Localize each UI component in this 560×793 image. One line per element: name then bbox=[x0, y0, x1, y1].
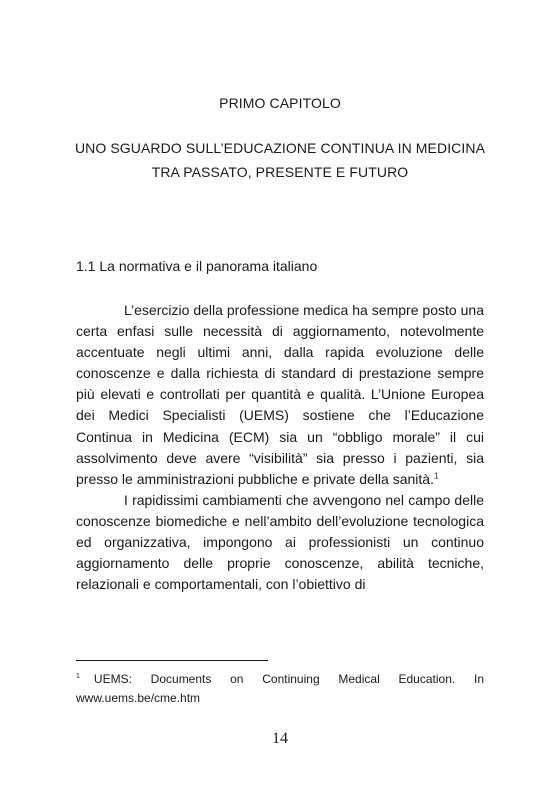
chapter-title-line-2: TRA PASSATO, PRESENTE E FUTURO bbox=[151, 164, 409, 180]
footnote-reference: 1 bbox=[433, 471, 439, 481]
body-text bbox=[76, 300, 484, 595]
footnote-text: UEMS: Documents on Continuing Medical Education. In www.uems.be/cme.htm bbox=[76, 672, 484, 705]
paragraph-1-text: L’esercizio della professione medica ha sempre posto una certa enfasi sulle necessità di aggiornamento, notevolmente accentuate negli ultimi anni, dalla rapida evoluzione delle conoscenze e dalla richiesta di standard di prestazione sempre più elevati e controllati per quantità e qualità. L’Unione Europea dei Medici Specialisti (UEMS) sostiene che l’Educazione Continua in Medicina (ECM) sia un “obbligo morale” il cui assolvimento deve avere “visibilità” sia presso i pazienti, sia presso le amministrazioni pubbliche e private della sanità. bbox=[76, 302, 484, 487]
footnote-marker: 1 bbox=[76, 673, 80, 680]
chapter-title-line-1: UNO SGUARDO SULL’EDUCAZIONE CONTINUA IN MEDICINA bbox=[74, 140, 486, 156]
paragraph-1 bbox=[76, 300, 484, 490]
footnote-divider bbox=[76, 660, 268, 661]
paragraph-2: I rapidissimi cambiamenti che avvengono nel campo delle conoscenze biomediche e nell’ambito dell’evoluzione tecnologica ed organizzativa, impongono ai professionisti un continuo aggiornamento delle proprie conoscenze, abilità tecniche, relazionali e comportamentali, con l’obiettivo di bbox=[76, 491, 484, 593]
section-heading: 1.1 La normativa e il panorama italiano bbox=[76, 258, 318, 274]
page-number: 14 bbox=[272, 730, 288, 747]
footnote bbox=[76, 670, 484, 708]
chapter-label: PRIMO CAPITOLO bbox=[219, 95, 341, 111]
